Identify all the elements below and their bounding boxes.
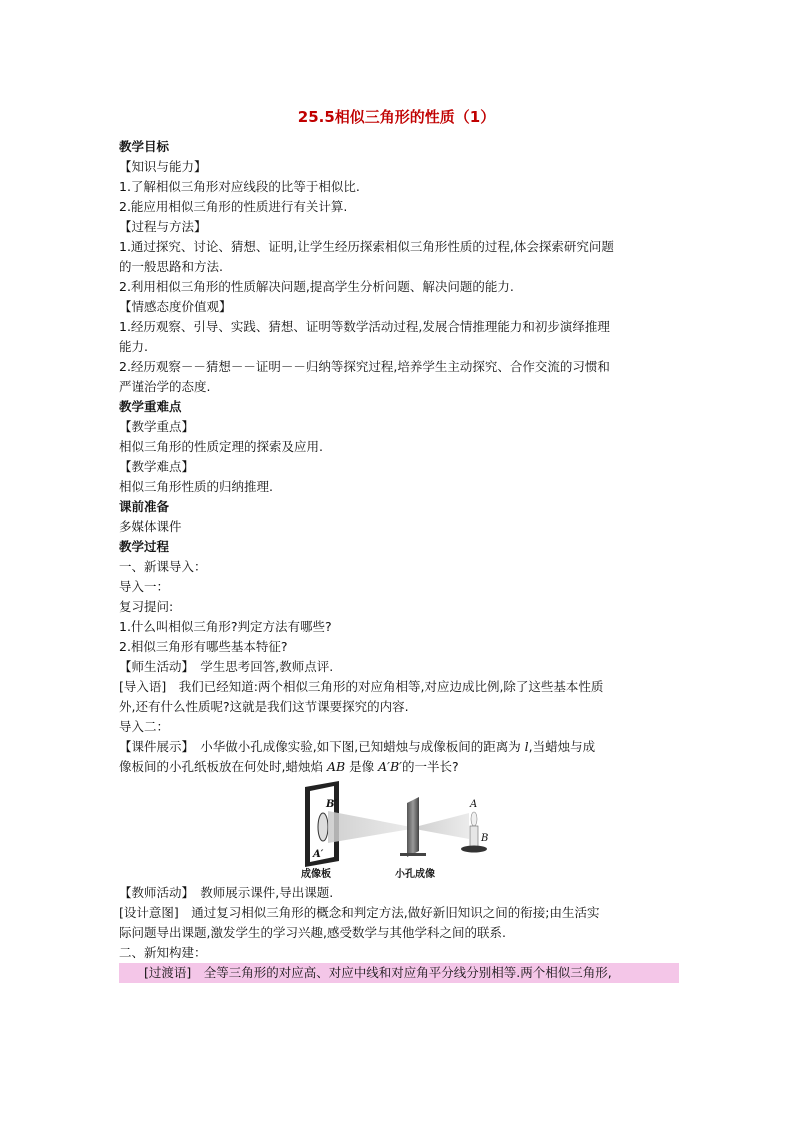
pinhole-board-shape xyxy=(407,797,419,857)
inverted-flame-image xyxy=(318,813,328,841)
label-a: A xyxy=(470,799,478,810)
subheading-focus: 【教学重点】 xyxy=(119,419,195,434)
heading-teaching-goals: 教学目标 xyxy=(119,139,170,154)
text-line: 二、新知构建： xyxy=(119,945,207,960)
text-line: 1.了解相似三角形对应线段的比等于相似比. xyxy=(119,179,360,194)
text-line: [设计意图] 通过复习相似三角形的概念和判定方法,做好新旧知识之间的衔接;由生活实 xyxy=(119,905,600,920)
problem-text: ,当蜡烛与成 xyxy=(528,739,596,754)
candle-flame xyxy=(471,812,477,826)
text-line: 导入二： xyxy=(119,719,170,734)
pinhole-stand xyxy=(400,853,426,856)
label-screen: 成像板 xyxy=(301,869,331,880)
text-line: 导入一： xyxy=(119,579,170,594)
text-line: 2.相似三角形有哪些基本特征? xyxy=(119,639,288,654)
problem-text: 是像 xyxy=(345,759,379,774)
candle-body xyxy=(470,826,478,848)
highlighted-transition-line: [过渡语] 全等三角形的对应高、对应中线和对应角平分线分别相等.两个相似三角形, xyxy=(119,963,679,983)
label-a-prime: A′ xyxy=(313,849,324,860)
text-line: 【师生活动】 学生思考回答,教师点评. xyxy=(119,659,334,674)
label-b: B xyxy=(481,833,489,844)
problem-text: 像板间的小孔纸板放在何处时,蜡烛焰 xyxy=(119,759,327,774)
subheading-process: 【过程与方法】 xyxy=(119,219,207,234)
heading-teaching-process: 教学过程 xyxy=(119,539,170,554)
pinhole-imaging-figure xyxy=(119,781,679,879)
text-line: 【教师活动】 教师展示课件,导出课题. xyxy=(119,885,334,900)
problem-text: 的一半长? xyxy=(402,759,459,774)
text-line: 相似三角形性质的归纳推理. xyxy=(119,479,273,494)
page-title: 25.5相似三角形的性质（1） xyxy=(297,108,496,126)
text-line: 严谨治学的态度. xyxy=(119,379,211,394)
problem-line-1 xyxy=(119,737,679,757)
text-line: 外,还有什么性质呢?这就是我们这节课要探究的内容. xyxy=(119,699,409,714)
text-line: 2.能应用相似三角形的性质进行有关计算. xyxy=(119,199,348,214)
text-line: 2.利用相似三角形的性质解决问题,提高学生分析问题、解决问题的能力. xyxy=(119,279,514,294)
light-beam-left xyxy=(328,811,411,843)
text-line: 相似三角形的性质定理的探索及应用. xyxy=(119,439,323,454)
text-line: 能力. xyxy=(119,339,148,354)
light-beam-right xyxy=(415,813,469,839)
candle-holder xyxy=(461,846,487,853)
text-line: 1.通过探究、讨论、猜想、证明,让学生经历探索相似三角形性质的过程,体会探索研究问题 xyxy=(119,239,614,254)
heading-key-points: 教学重难点 xyxy=(119,399,182,414)
text-line: 1.经历观察、引导、实践、猜想、证明等数学活动过程,发展合情推理能力和初步演绎推理 xyxy=(119,319,610,334)
subheading-attitude: 【情感态度价值观】 xyxy=(119,299,232,314)
problem-text: 【课件展示】 小华做小孔成像实验,如下图,已知蜡烛与成像板间的距离为 xyxy=(119,739,525,754)
text-line: [导入语] 我们已经知道:两个相似三角形的对应角相等,对应边成比例,除了这些基本性质 xyxy=(119,679,604,694)
label-b-prime: B′ xyxy=(326,799,338,810)
variable-ab: AB xyxy=(326,759,346,774)
problem-line-2 xyxy=(119,757,679,777)
text-line: 际问题导出课题,激发学生的学习兴趣,感受数学与其他学科之间的联系. xyxy=(119,925,506,940)
text-line: 多媒体课件 xyxy=(119,519,182,534)
variable-ab-prime: A′B′ xyxy=(378,759,403,774)
text-line: 一、新课导入： xyxy=(119,559,207,574)
document-body xyxy=(119,137,679,983)
text-line: 的一般思路和方法. xyxy=(119,259,223,274)
text-line: 2.经历观察－－猜想－－证明－－归纳等探究过程,培养学生主动探究、合作交流的习惯和 xyxy=(119,359,610,374)
subheading-knowledge: 【知识与能力】 xyxy=(119,159,207,174)
heading-preparation: 课前准备 xyxy=(119,499,170,514)
label-pinhole: 小孔成像 xyxy=(395,869,435,880)
pinhole-diagram xyxy=(119,781,679,879)
text-line: 1.什么叫相似三角形?判定方法有哪些? xyxy=(119,619,332,634)
text-line: 复习提问: xyxy=(119,599,174,614)
variable-l: l xyxy=(524,739,529,754)
subheading-difficulty: 【教学难点】 xyxy=(119,459,195,474)
